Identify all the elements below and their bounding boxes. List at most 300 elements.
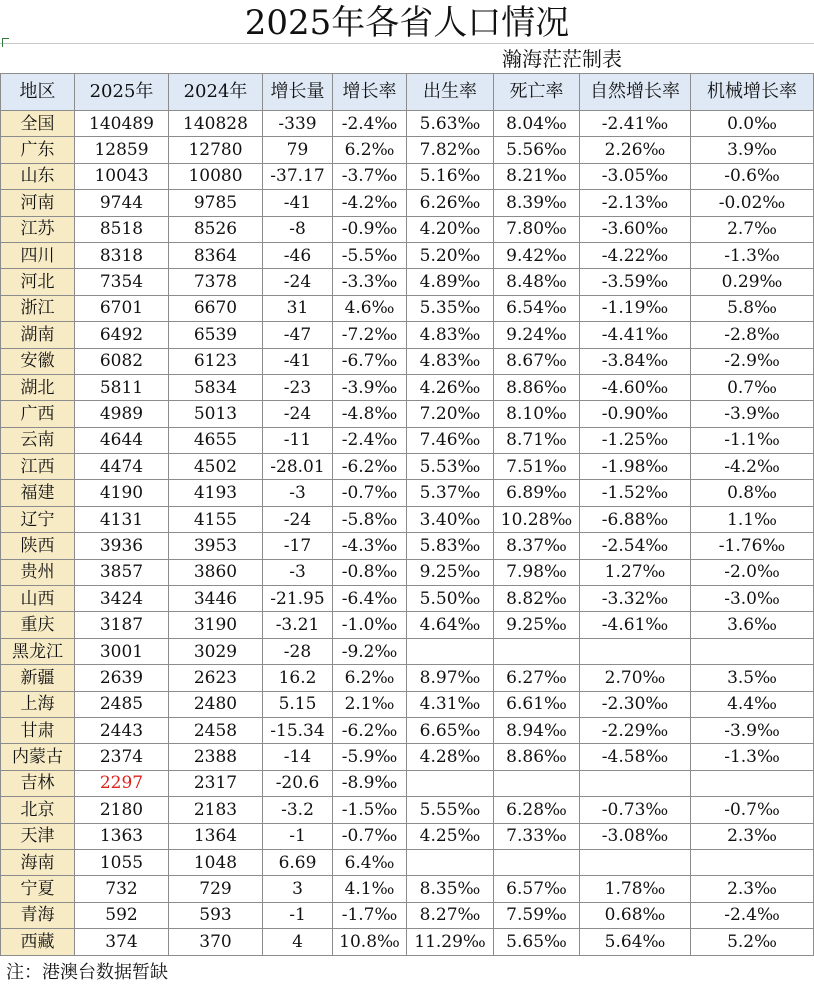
pop-2024-cell[interactable]: 7378: [169, 269, 263, 295]
change-cell[interactable]: -3: [263, 480, 333, 506]
pop-2024-cell[interactable]: 4502: [169, 454, 263, 480]
migration-growth-cell[interactable]: 4.4‰: [691, 691, 814, 717]
natural-growth-cell[interactable]: 5.64‰: [580, 929, 691, 955]
pop-2024-cell[interactable]: 8526: [169, 216, 263, 242]
pop-2025-cell[interactable]: 4474: [75, 454, 169, 480]
rate-cell[interactable]: -3.7‰: [333, 163, 407, 189]
migration-growth-cell[interactable]: -0.7‰: [691, 797, 814, 823]
rate-cell[interactable]: 4.6‰: [333, 295, 407, 321]
migration-growth-cell[interactable]: -0.02‰: [691, 190, 814, 216]
death-rate-cell[interactable]: 8.82‰: [494, 586, 580, 612]
pop-2025-cell[interactable]: 8518: [75, 216, 169, 242]
birth-rate-cell[interactable]: 5.35‰: [407, 295, 494, 321]
death-rate-cell[interactable]: [494, 638, 580, 664]
natural-growth-cell[interactable]: -3.05‰: [580, 163, 691, 189]
pop-2025-cell[interactable]: 2180: [75, 797, 169, 823]
pop-2024-cell[interactable]: 3860: [169, 559, 263, 585]
rate-cell[interactable]: -1.0‰: [333, 612, 407, 638]
rate-cell[interactable]: -4.3‰: [333, 533, 407, 559]
death-rate-cell[interactable]: [494, 770, 580, 796]
region-cell[interactable]: 河南: [1, 190, 75, 216]
migration-growth-cell[interactable]: 3.5‰: [691, 665, 814, 691]
change-cell[interactable]: -15.34: [263, 717, 333, 743]
migration-growth-cell[interactable]: -2.9‰: [691, 348, 814, 374]
natural-growth-cell[interactable]: [580, 849, 691, 875]
natural-growth-cell[interactable]: -0.90‰: [580, 401, 691, 427]
death-rate-cell[interactable]: 8.86‰: [494, 744, 580, 770]
pop-2024-cell[interactable]: 3029: [169, 638, 263, 664]
pop-2025-cell[interactable]: 374: [75, 929, 169, 955]
birth-rate-cell[interactable]: [407, 638, 494, 664]
rate-cell[interactable]: -9.2‰: [333, 638, 407, 664]
rate-cell[interactable]: -0.8‰: [333, 559, 407, 585]
pop-2024-cell[interactable]: 6670: [169, 295, 263, 321]
birth-rate-cell[interactable]: 5.16‰: [407, 163, 494, 189]
death-rate-cell[interactable]: 8.71‰: [494, 427, 580, 453]
natural-growth-cell[interactable]: -3.60‰: [580, 216, 691, 242]
region-cell[interactable]: 江苏: [1, 216, 75, 242]
migration-growth-cell[interactable]: -1.3‰: [691, 744, 814, 770]
region-cell[interactable]: 陕西: [1, 533, 75, 559]
rate-cell[interactable]: 6.2‰: [333, 137, 407, 163]
natural-growth-cell[interactable]: -1.98‰: [580, 454, 691, 480]
birth-rate-cell[interactable]: 5.37‰: [407, 480, 494, 506]
pop-2025-cell[interactable]: 6082: [75, 348, 169, 374]
region-cell[interactable]: 四川: [1, 242, 75, 268]
natural-growth-cell[interactable]: -4.61‰: [580, 612, 691, 638]
change-cell[interactable]: -339: [263, 111, 333, 137]
pop-2025-cell[interactable]: 4644: [75, 427, 169, 453]
pop-2025-cell[interactable]: 2297: [75, 770, 169, 796]
change-cell[interactable]: -3.21: [263, 612, 333, 638]
birth-rate-cell[interactable]: 5.83‰: [407, 533, 494, 559]
natural-growth-cell[interactable]: -4.58‰: [580, 744, 691, 770]
natural-growth-cell[interactable]: 1.78‰: [580, 876, 691, 902]
death-rate-cell[interactable]: 9.24‰: [494, 322, 580, 348]
region-cell[interactable]: 内蒙古: [1, 744, 75, 770]
col-header-birth-rate[interactable]: 出生率: [407, 74, 494, 111]
change-cell[interactable]: -1: [263, 902, 333, 928]
death-rate-cell[interactable]: 8.21‰: [494, 163, 580, 189]
birth-rate-cell[interactable]: 3.40‰: [407, 506, 494, 532]
migration-growth-cell[interactable]: 1.1‰: [691, 506, 814, 532]
region-cell[interactable]: 辽宁: [1, 506, 75, 532]
region-cell[interactable]: 北京: [1, 797, 75, 823]
migration-growth-cell[interactable]: 0.0‰: [691, 111, 814, 137]
pop-2025-cell[interactable]: 3424: [75, 586, 169, 612]
death-rate-cell[interactable]: 8.10‰: [494, 401, 580, 427]
death-rate-cell[interactable]: 5.56‰: [494, 137, 580, 163]
death-rate-cell[interactable]: 9.25‰: [494, 612, 580, 638]
natural-growth-cell[interactable]: -2.54‰: [580, 533, 691, 559]
natural-growth-cell[interactable]: -4.22‰: [580, 242, 691, 268]
birth-rate-cell[interactable]: 4.83‰: [407, 348, 494, 374]
natural-growth-cell[interactable]: -1.25‰: [580, 427, 691, 453]
pop-2025-cell[interactable]: 2639: [75, 665, 169, 691]
natural-growth-cell[interactable]: [580, 638, 691, 664]
birth-rate-cell[interactable]: 7.46‰: [407, 427, 494, 453]
pop-2025-cell[interactable]: 592: [75, 902, 169, 928]
region-cell[interactable]: 宁夏: [1, 876, 75, 902]
death-rate-cell[interactable]: 5.65‰: [494, 929, 580, 955]
birth-rate-cell[interactable]: 5.53‰: [407, 454, 494, 480]
migration-growth-cell[interactable]: -2.4‰: [691, 902, 814, 928]
change-cell[interactable]: 31: [263, 295, 333, 321]
pop-2024-cell[interactable]: 4155: [169, 506, 263, 532]
migration-growth-cell[interactable]: -1.3‰: [691, 242, 814, 268]
migration-growth-cell[interactable]: 2.3‰: [691, 823, 814, 849]
pop-2025-cell[interactable]: 140489: [75, 111, 169, 137]
pop-2024-cell[interactable]: 5834: [169, 374, 263, 400]
death-rate-cell[interactable]: 7.80‰: [494, 216, 580, 242]
pop-2024-cell[interactable]: 8364: [169, 242, 263, 268]
rate-cell[interactable]: 6.2‰: [333, 665, 407, 691]
pop-2025-cell[interactable]: 6701: [75, 295, 169, 321]
death-rate-cell[interactable]: 8.39‰: [494, 190, 580, 216]
pop-2024-cell[interactable]: 2388: [169, 744, 263, 770]
pop-2025-cell[interactable]: 8318: [75, 242, 169, 268]
death-rate-cell[interactable]: 10.28‰: [494, 506, 580, 532]
col-header-migration-growth[interactable]: 机械增长率: [691, 74, 814, 111]
region-cell[interactable]: 山西: [1, 586, 75, 612]
natural-growth-cell[interactable]: -4.60‰: [580, 374, 691, 400]
col-header-2024[interactable]: 2024年: [169, 74, 263, 111]
migration-growth-cell[interactable]: -1.76‰: [691, 533, 814, 559]
region-cell[interactable]: 浙江: [1, 295, 75, 321]
region-cell[interactable]: 重庆: [1, 612, 75, 638]
rate-cell[interactable]: -5.8‰: [333, 506, 407, 532]
pop-2025-cell[interactable]: 732: [75, 876, 169, 902]
region-cell[interactable]: 吉林: [1, 770, 75, 796]
birth-rate-cell[interactable]: 4.28‰: [407, 744, 494, 770]
migration-growth-cell[interactable]: -3.0‰: [691, 586, 814, 612]
pop-2024-cell[interactable]: 2183: [169, 797, 263, 823]
pop-2024-cell[interactable]: 2623: [169, 665, 263, 691]
death-rate-cell[interactable]: 8.48‰: [494, 269, 580, 295]
death-rate-cell[interactable]: 6.57‰: [494, 876, 580, 902]
death-rate-cell[interactable]: 8.94‰: [494, 717, 580, 743]
migration-growth-cell[interactable]: -0.6‰: [691, 163, 814, 189]
birth-rate-cell[interactable]: 8.35‰: [407, 876, 494, 902]
death-rate-cell[interactable]: 8.86‰: [494, 374, 580, 400]
rate-cell[interactable]: -5.5‰: [333, 242, 407, 268]
birth-rate-cell[interactable]: 5.20‰: [407, 242, 494, 268]
change-cell[interactable]: -24: [263, 401, 333, 427]
death-rate-cell[interactable]: 9.42‰: [494, 242, 580, 268]
migration-growth-cell[interactable]: [691, 770, 814, 796]
birth-rate-cell[interactable]: 8.27‰: [407, 902, 494, 928]
pop-2025-cell[interactable]: 12859: [75, 137, 169, 163]
pop-2025-cell[interactable]: 2374: [75, 744, 169, 770]
change-cell[interactable]: -28: [263, 638, 333, 664]
death-rate-cell[interactable]: 6.54‰: [494, 295, 580, 321]
col-header-change[interactable]: 增长量: [263, 74, 333, 111]
change-cell[interactable]: -11: [263, 427, 333, 453]
col-header-rate[interactable]: 增长率: [333, 74, 407, 111]
col-header-death-rate[interactable]: 死亡率: [494, 74, 580, 111]
migration-growth-cell[interactable]: 3.9‰: [691, 137, 814, 163]
migration-growth-cell[interactable]: [691, 849, 814, 875]
change-cell[interactable]: 4: [263, 929, 333, 955]
birth-rate-cell[interactable]: 4.26‰: [407, 374, 494, 400]
change-cell[interactable]: 16.2: [263, 665, 333, 691]
migration-growth-cell[interactable]: 2.7‰: [691, 216, 814, 242]
natural-growth-cell[interactable]: -2.29‰: [580, 717, 691, 743]
pop-2024-cell[interactable]: 2317: [169, 770, 263, 796]
region-cell[interactable]: 安徽: [1, 348, 75, 374]
change-cell[interactable]: 5.15: [263, 691, 333, 717]
region-cell[interactable]: 湖南: [1, 322, 75, 348]
pop-2025-cell[interactable]: 10043: [75, 163, 169, 189]
migration-growth-cell[interactable]: 0.8‰: [691, 480, 814, 506]
pop-2024-cell[interactable]: 3190: [169, 612, 263, 638]
change-cell[interactable]: -46: [263, 242, 333, 268]
birth-rate-cell[interactable]: [407, 849, 494, 875]
pop-2024-cell[interactable]: 729: [169, 876, 263, 902]
change-cell[interactable]: -41: [263, 348, 333, 374]
rate-cell[interactable]: -0.9‰: [333, 216, 407, 242]
migration-growth-cell[interactable]: [691, 638, 814, 664]
pop-2025-cell[interactable]: 4989: [75, 401, 169, 427]
rate-cell[interactable]: 10.8‰: [333, 929, 407, 955]
birth-rate-cell[interactable]: [407, 770, 494, 796]
region-cell[interactable]: 江西: [1, 454, 75, 480]
change-cell[interactable]: -20.6: [263, 770, 333, 796]
pop-2024-cell[interactable]: 5013: [169, 401, 263, 427]
rate-cell[interactable]: -6.2‰: [333, 717, 407, 743]
region-cell[interactable]: 黑龙江: [1, 638, 75, 664]
death-rate-cell[interactable]: 8.37‰: [494, 533, 580, 559]
birth-rate-cell[interactable]: 7.20‰: [407, 401, 494, 427]
migration-growth-cell[interactable]: -1.1‰: [691, 427, 814, 453]
rate-cell[interactable]: 2.1‰: [333, 691, 407, 717]
natural-growth-cell[interactable]: -6.88‰: [580, 506, 691, 532]
pop-2025-cell[interactable]: 3857: [75, 559, 169, 585]
change-cell[interactable]: 79: [263, 137, 333, 163]
rate-cell[interactable]: -6.7‰: [333, 348, 407, 374]
region-cell[interactable]: 青海: [1, 902, 75, 928]
birth-rate-cell[interactable]: 4.20‰: [407, 216, 494, 242]
birth-rate-cell[interactable]: 4.25‰: [407, 823, 494, 849]
region-cell[interactable]: 新疆: [1, 665, 75, 691]
region-cell[interactable]: 西藏: [1, 929, 75, 955]
migration-growth-cell[interactable]: 2.3‰: [691, 876, 814, 902]
natural-growth-cell[interactable]: -3.59‰: [580, 269, 691, 295]
region-cell[interactable]: 天津: [1, 823, 75, 849]
birth-rate-cell[interactable]: 11.29‰: [407, 929, 494, 955]
region-cell[interactable]: 广东: [1, 137, 75, 163]
natural-growth-cell[interactable]: -0.73‰: [580, 797, 691, 823]
natural-growth-cell[interactable]: [580, 770, 691, 796]
title-divider: [0, 43, 814, 44]
region-cell[interactable]: 全国: [1, 111, 75, 137]
change-cell[interactable]: -8: [263, 216, 333, 242]
pop-2025-cell[interactable]: 1363: [75, 823, 169, 849]
death-rate-cell[interactable]: 8.67‰: [494, 348, 580, 374]
change-cell[interactable]: -24: [263, 506, 333, 532]
change-cell[interactable]: -47: [263, 322, 333, 348]
migration-growth-cell[interactable]: -2.0‰: [691, 559, 814, 585]
change-cell[interactable]: -3.2: [263, 797, 333, 823]
birth-rate-cell[interactable]: 5.63‰: [407, 111, 494, 137]
pop-2024-cell[interactable]: 6539: [169, 322, 263, 348]
death-rate-cell[interactable]: 7.59‰: [494, 902, 580, 928]
migration-growth-cell[interactable]: -4.2‰: [691, 454, 814, 480]
change-cell[interactable]: -1: [263, 823, 333, 849]
table-row: [1, 506, 814, 532]
migration-growth-cell[interactable]: 5.8‰: [691, 295, 814, 321]
birth-rate-cell[interactable]: 9.25‰: [407, 559, 494, 585]
death-rate-cell[interactable]: 6.89‰: [494, 480, 580, 506]
rate-cell[interactable]: -0.7‰: [333, 480, 407, 506]
rate-cell[interactable]: -2.4‰: [333, 427, 407, 453]
region-cell[interactable]: 云南: [1, 427, 75, 453]
natural-growth-cell[interactable]: 0.68‰: [580, 902, 691, 928]
rate-cell[interactable]: -0.7‰: [333, 823, 407, 849]
region-cell[interactable]: 福建: [1, 480, 75, 506]
death-rate-cell[interactable]: 7.51‰: [494, 454, 580, 480]
rate-cell[interactable]: -6.2‰: [333, 454, 407, 480]
natural-growth-cell[interactable]: -4.41‰: [580, 322, 691, 348]
col-header-2025[interactable]: 2025年: [75, 74, 169, 111]
change-cell[interactable]: 3: [263, 876, 333, 902]
migration-growth-cell[interactable]: 0.29‰: [691, 269, 814, 295]
natural-growth-cell[interactable]: -2.30‰: [580, 691, 691, 717]
pop-2025-cell[interactable]: 5811: [75, 374, 169, 400]
change-cell[interactable]: -41: [263, 190, 333, 216]
migration-growth-cell[interactable]: -2.8‰: [691, 322, 814, 348]
pop-2025-cell[interactable]: 4131: [75, 506, 169, 532]
rate-cell[interactable]: -1.7‰: [333, 902, 407, 928]
pop-2024-cell[interactable]: 140828: [169, 111, 263, 137]
natural-growth-cell[interactable]: -3.84‰: [580, 348, 691, 374]
change-cell[interactable]: -24: [263, 269, 333, 295]
col-header-region[interactable]: 地区: [1, 74, 75, 111]
change-cell[interactable]: -3: [263, 559, 333, 585]
birth-rate-cell[interactable]: 7.82‰: [407, 137, 494, 163]
pop-2025-cell[interactable]: 3936: [75, 533, 169, 559]
pop-2024-cell[interactable]: 2480: [169, 691, 263, 717]
pop-2024-cell[interactable]: 1048: [169, 849, 263, 875]
pop-2024-cell[interactable]: 4193: [169, 480, 263, 506]
natural-growth-cell[interactable]: -1.19‰: [580, 295, 691, 321]
table-row: [1, 902, 814, 928]
pop-2024-cell[interactable]: 12780: [169, 137, 263, 163]
birth-rate-cell[interactable]: 6.26‰: [407, 190, 494, 216]
change-cell[interactable]: -21.95: [263, 586, 333, 612]
rate-cell[interactable]: 6.4‰: [333, 849, 407, 875]
change-cell[interactable]: -37.17: [263, 163, 333, 189]
col-header-natural-growth[interactable]: 自然增长率: [580, 74, 691, 111]
rate-cell[interactable]: -3.3‰: [333, 269, 407, 295]
birth-rate-cell[interactable]: 8.97‰: [407, 665, 494, 691]
migration-growth-cell[interactable]: -3.9‰: [691, 401, 814, 427]
natural-growth-cell[interactable]: -2.41‰: [580, 111, 691, 137]
birth-rate-cell[interactable]: 4.89‰: [407, 269, 494, 295]
natural-growth-cell[interactable]: 2.26‰: [580, 137, 691, 163]
rate-cell[interactable]: -7.2‰: [333, 322, 407, 348]
pop-2024-cell[interactable]: 6123: [169, 348, 263, 374]
pop-2025-cell[interactable]: 2443: [75, 717, 169, 743]
migration-growth-cell[interactable]: 3.6‰: [691, 612, 814, 638]
birth-rate-cell[interactable]: 4.31‰: [407, 691, 494, 717]
region-cell[interactable]: 广西: [1, 401, 75, 427]
natural-growth-cell[interactable]: -3.08‰: [580, 823, 691, 849]
birth-rate-cell[interactable]: 6.65‰: [407, 717, 494, 743]
pop-2024-cell[interactable]: 3953: [169, 533, 263, 559]
birth-rate-cell[interactable]: 4.64‰: [407, 612, 494, 638]
rate-cell[interactable]: -1.5‰: [333, 797, 407, 823]
natural-growth-cell[interactable]: -3.32‰: [580, 586, 691, 612]
birth-rate-cell[interactable]: 5.55‰: [407, 797, 494, 823]
migration-growth-cell[interactable]: 0.7‰: [691, 374, 814, 400]
change-cell[interactable]: -23: [263, 374, 333, 400]
change-cell[interactable]: 6.69: [263, 849, 333, 875]
pop-2025-cell[interactable]: 1055: [75, 849, 169, 875]
death-rate-cell[interactable]: 6.61‰: [494, 691, 580, 717]
pop-2024-cell[interactable]: 593: [169, 902, 263, 928]
pop-2024-cell[interactable]: 10080: [169, 163, 263, 189]
pop-2024-cell[interactable]: 1364: [169, 823, 263, 849]
pop-2025-cell[interactable]: 6492: [75, 322, 169, 348]
death-rate-cell[interactable]: 7.98‰: [494, 559, 580, 585]
region-cell[interactable]: 湖北: [1, 374, 75, 400]
region-cell[interactable]: 海南: [1, 849, 75, 875]
pop-2025-cell[interactable]: 4190: [75, 480, 169, 506]
pop-2025-cell[interactable]: 2485: [75, 691, 169, 717]
death-rate-cell[interactable]: [494, 849, 580, 875]
region-cell[interactable]: 上海: [1, 691, 75, 717]
migration-growth-cell[interactable]: -3.9‰: [691, 717, 814, 743]
birth-rate-cell[interactable]: 5.50‰: [407, 586, 494, 612]
rate-cell[interactable]: -6.4‰: [333, 586, 407, 612]
pop-2024-cell[interactable]: 9785: [169, 190, 263, 216]
birth-rate-cell[interactable]: 4.83‰: [407, 322, 494, 348]
rate-cell[interactable]: -8.9‰: [333, 770, 407, 796]
pop-2024-cell[interactable]: 4655: [169, 427, 263, 453]
death-rate-cell[interactable]: 8.04‰: [494, 111, 580, 137]
pop-2024-cell[interactable]: 3446: [169, 586, 263, 612]
rate-cell[interactable]: 4.1‰: [333, 876, 407, 902]
rate-cell[interactable]: -5.9‰: [333, 744, 407, 770]
region-cell[interactable]: 贵州: [1, 559, 75, 585]
natural-growth-cell[interactable]: -2.13‰: [580, 190, 691, 216]
region-cell[interactable]: 甘肃: [1, 717, 75, 743]
death-rate-cell[interactable]: 7.33‰: [494, 823, 580, 849]
natural-growth-cell[interactable]: -1.52‰: [580, 480, 691, 506]
rate-cell[interactable]: -4.8‰: [333, 401, 407, 427]
region-cell[interactable]: 河北: [1, 269, 75, 295]
rate-cell[interactable]: -4.2‰: [333, 190, 407, 216]
rate-cell[interactable]: -3.9‰: [333, 374, 407, 400]
natural-growth-cell[interactable]: 2.70‰: [580, 665, 691, 691]
natural-growth-cell[interactable]: 1.27‰: [580, 559, 691, 585]
pop-2024-cell[interactable]: 2458: [169, 717, 263, 743]
change-cell[interactable]: -28.01: [263, 454, 333, 480]
change-cell[interactable]: -17: [263, 533, 333, 559]
migration-growth-cell[interactable]: 5.2‰: [691, 929, 814, 955]
pop-2025-cell[interactable]: 7354: [75, 269, 169, 295]
pop-2025-cell[interactable]: 3187: [75, 612, 169, 638]
rate-cell[interactable]: -2.4‰: [333, 111, 407, 137]
death-rate-cell[interactable]: 6.28‰: [494, 797, 580, 823]
death-rate-cell[interactable]: 6.27‰: [494, 665, 580, 691]
region-cell[interactable]: 山东: [1, 163, 75, 189]
pop-2025-cell[interactable]: 3001: [75, 638, 169, 664]
pop-2024-cell[interactable]: 370: [169, 929, 263, 955]
change-cell[interactable]: -14: [263, 744, 333, 770]
pop-2025-cell[interactable]: 9744: [75, 190, 169, 216]
